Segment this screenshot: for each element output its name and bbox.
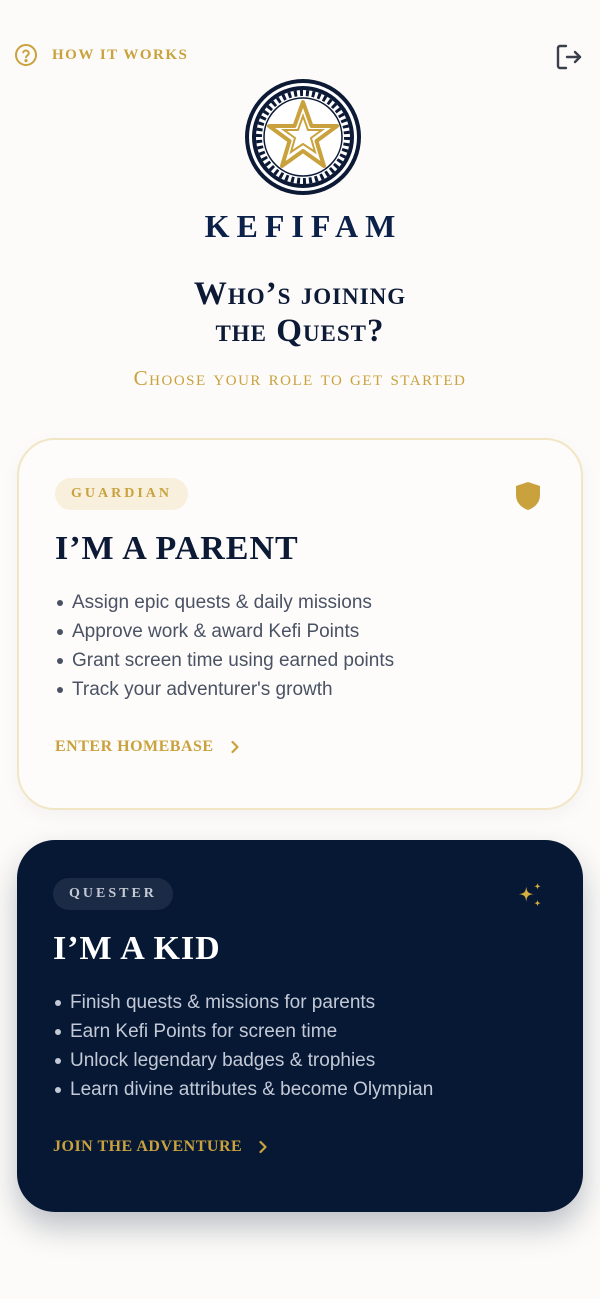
shield-icon bbox=[513, 480, 543, 512]
page-title-line-1: Who’s joining bbox=[193, 276, 407, 312]
feature-text: Finish quests & missions for parents bbox=[70, 992, 376, 1013]
bullet-icon bbox=[55, 1000, 61, 1006]
bullet-icon bbox=[57, 600, 63, 606]
feature-text: Assign epic quests & daily missions bbox=[72, 592, 372, 613]
logout-button[interactable] bbox=[554, 42, 584, 72]
chevron-right-icon bbox=[256, 1140, 270, 1154]
bullet-icon bbox=[55, 1058, 61, 1064]
join-adventure-button[interactable] bbox=[53, 1138, 270, 1156]
join-adventure-label: JOIN THE ADVENTURE bbox=[53, 1138, 243, 1155]
kefifam-logo bbox=[242, 78, 364, 196]
guardian-badge: GUARDIAN bbox=[55, 478, 188, 510]
kid-card-title: I’M A KID bbox=[53, 930, 221, 967]
list-item bbox=[55, 617, 545, 646]
quester-badge: QUESTER bbox=[53, 878, 173, 910]
feature-text: Track your adventurer's growth bbox=[72, 679, 333, 700]
feature-text: Unlock legendary badges & trophies bbox=[70, 1050, 376, 1071]
chevron-right-icon bbox=[228, 740, 242, 754]
list-item bbox=[53, 1075, 547, 1104]
list-item bbox=[55, 646, 545, 675]
list-item bbox=[53, 1046, 547, 1075]
kid-role-card[interactable] bbox=[17, 840, 583, 1212]
parent-card-title: I’M A PARENT bbox=[55, 530, 299, 567]
bullet-icon bbox=[55, 1087, 61, 1093]
enter-homebase-button[interactable] bbox=[55, 738, 242, 756]
brand-name: KEFIFAM bbox=[204, 208, 403, 244]
list-item bbox=[55, 675, 545, 704]
bullet-icon bbox=[57, 629, 63, 635]
sparkles-icon bbox=[515, 880, 545, 912]
list-item bbox=[55, 588, 545, 617]
feature-text: Learn divine attributes & become Olympian bbox=[70, 1079, 434, 1100]
kid-feature-list bbox=[53, 988, 547, 1104]
help-circle-icon bbox=[14, 43, 38, 67]
page-title-line-2: the Quest? bbox=[215, 313, 385, 349]
parent-feature-list bbox=[55, 588, 545, 704]
feature-text: Grant screen time using earned points bbox=[72, 650, 395, 671]
bullet-icon bbox=[57, 687, 63, 693]
feature-text: Approve work & award Kefi Points bbox=[72, 621, 360, 642]
how-it-works-label: HOW IT WORKS bbox=[52, 46, 189, 63]
logout-icon bbox=[554, 42, 584, 72]
page-subtitle: Choose your role to get started bbox=[133, 366, 467, 390]
bullet-icon bbox=[55, 1029, 61, 1035]
enter-homebase-label: ENTER HOMEBASE bbox=[55, 738, 214, 755]
bullet-icon bbox=[57, 658, 63, 664]
how-it-works-link[interactable] bbox=[14, 43, 188, 67]
list-item bbox=[53, 1017, 547, 1046]
list-item bbox=[53, 988, 547, 1017]
page-title bbox=[0, 276, 600, 350]
parent-role-card[interactable] bbox=[17, 438, 583, 810]
feature-text: Earn Kefi Points for screen time bbox=[70, 1021, 338, 1042]
